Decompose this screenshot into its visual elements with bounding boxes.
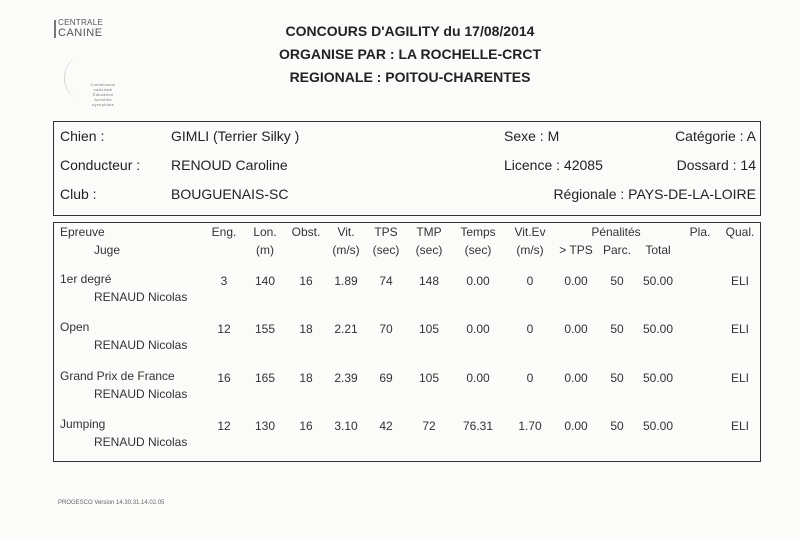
header-organiser: ORGANISE PAR : LA ROCHELLE-CRCT (278, 46, 542, 62)
row2-lon: 155 (254, 322, 276, 336)
col-tps: TPS (374, 225, 398, 239)
row3-pen-parc: 50 (610, 371, 624, 385)
row2-tps: 70 (379, 322, 393, 336)
dossard: Dossard : 14 (676, 157, 756, 173)
row3-vitev: 0 (526, 371, 534, 385)
row1-vit: 1.89 (334, 274, 358, 288)
chien-value: GIMLI (Terrier Silky ) (171, 128, 300, 144)
row2-pen-parc: 50 (610, 322, 624, 336)
row4-tmp: 72 (422, 419, 436, 433)
row2-qual: ELI (730, 322, 750, 336)
row3-tmp: 105 (418, 371, 440, 385)
row3-epreuve: Grand Prix de France (60, 369, 175, 383)
col-pla: Pla. (689, 225, 711, 239)
results-table (53, 222, 761, 462)
row2-tmp: 105 (418, 322, 440, 336)
row1-eng: 3 (220, 274, 228, 288)
row3-qual: ELI (730, 371, 750, 385)
row3-pen-total: 50.00 (642, 371, 674, 385)
row4-pen-total: 50.00 (642, 419, 674, 433)
row4-lon: 130 (254, 419, 276, 433)
col-eng: Eng. (211, 225, 237, 239)
regionale-value: Régionale : PAYS-DE-LA-LOIRE (553, 186, 756, 202)
centrale-canine-logo (58, 18, 118, 107)
col-lon: Lon. (253, 225, 277, 239)
row2-vitev: 0 (526, 322, 534, 336)
row4-epreuve: Jumping (60, 417, 106, 431)
row3-tps: 69 (379, 371, 393, 385)
col-juge: Juge (94, 243, 121, 257)
header-title: CONCOURS D'AGILITY du 17/08/2014 (285, 23, 535, 39)
col-pen-parc: Parc. (602, 243, 632, 257)
col-tmp-unit: (sec) (415, 243, 443, 257)
col-tmp: TMP (416, 225, 442, 239)
row2-juge: RENAUD Nicolas (94, 338, 188, 352)
col-epreuve: Epreuve (60, 225, 105, 239)
row3-obst: 18 (299, 371, 313, 385)
row4-pen-parc: 50 (610, 419, 624, 433)
row3-eng: 16 (217, 371, 231, 385)
col-vit: Vit. (337, 225, 355, 239)
row4-vit: 3.10 (334, 419, 358, 433)
row4-vitev: 1.70 (518, 419, 542, 433)
row1-tps: 74 (379, 274, 393, 288)
col-temps-unit: (sec) (464, 243, 492, 257)
conducteur-label: Conducteur : (60, 157, 141, 173)
row3-lon: 165 (254, 371, 276, 385)
licence: Licence : 42085 (504, 157, 603, 173)
col-vitev-unit: (m/s) (516, 243, 544, 257)
col-penalites: Pénalités (591, 225, 641, 239)
col-vitev: Vit.Ev (514, 225, 546, 239)
row3-juge: RENAUD Nicolas (94, 387, 188, 401)
club-value: BOUGUENAIS-SC (171, 186, 289, 202)
club-label: Club : (60, 186, 97, 202)
row1-tmp: 148 (418, 274, 440, 288)
row1-juge: RENAUD Nicolas (94, 290, 188, 304)
logo-line1: CENTRALE (58, 18, 104, 27)
document-header (180, 20, 640, 89)
col-vit-unit: (m/s) (332, 243, 360, 257)
categorie: Catégorie : A (675, 128, 756, 144)
row2-temps: 0.00 (466, 322, 490, 336)
row1-vitev: 0 (526, 274, 534, 288)
row2-eng: 12 (217, 322, 231, 336)
row3-temps: 0.00 (466, 371, 490, 385)
row1-obst: 16 (299, 274, 313, 288)
software-version-footer: PROGESCO Version 14.30.31.14.02.05 (58, 500, 165, 506)
logo-fine-print: Commission nationale Éducation Activités cynophiles (90, 82, 116, 107)
row3-pen-tps: 0.00 (564, 371, 588, 385)
chien-label: Chien : (60, 128, 105, 144)
row1-qual: ELI (730, 274, 750, 288)
row2-obst: 18 (299, 322, 313, 336)
row1-lon: 140 (254, 274, 276, 288)
col-tps-unit: (sec) (372, 243, 400, 257)
sexe: Sexe : M (504, 128, 560, 144)
col-lon-unit: (m) (256, 243, 274, 257)
col-pen-total: Total (645, 243, 671, 257)
row3-vit: 2.39 (334, 371, 358, 385)
row4-qual: ELI (730, 419, 750, 433)
row2-pen-total: 50.00 (642, 322, 674, 336)
row1-epreuve: 1er degré (60, 272, 112, 286)
row2-vit: 2.21 (334, 322, 358, 336)
row4-juge: RENAUD Nicolas (94, 435, 188, 449)
col-temps: Temps (460, 225, 496, 239)
row4-tps: 42 (379, 419, 393, 433)
col-pen-tps: > TPS (559, 243, 593, 257)
conducteur-value: RENOUD Caroline (171, 157, 288, 173)
row4-pen-tps: 0.00 (564, 419, 588, 433)
col-obst: Obst. (291, 225, 321, 239)
row1-pen-tps: 0.00 (564, 274, 588, 288)
header-regionale: REGIONALE : POITOU-CHARENTES (289, 69, 531, 85)
row4-temps: 76.31 (462, 419, 494, 433)
row2-epreuve: Open (60, 320, 90, 334)
dog-info-box (53, 121, 761, 216)
row4-obst: 16 (299, 419, 313, 433)
row1-temps: 0.00 (466, 274, 490, 288)
row1-pen-parc: 50 (610, 274, 624, 288)
row1-pen-total: 50.00 (642, 274, 674, 288)
row2-pen-tps: 0.00 (564, 322, 588, 336)
row4-eng: 12 (217, 419, 231, 433)
logo-bar (54, 20, 56, 38)
col-qual: Qual. (725, 225, 755, 239)
logo-line2: CANINE (58, 27, 103, 39)
